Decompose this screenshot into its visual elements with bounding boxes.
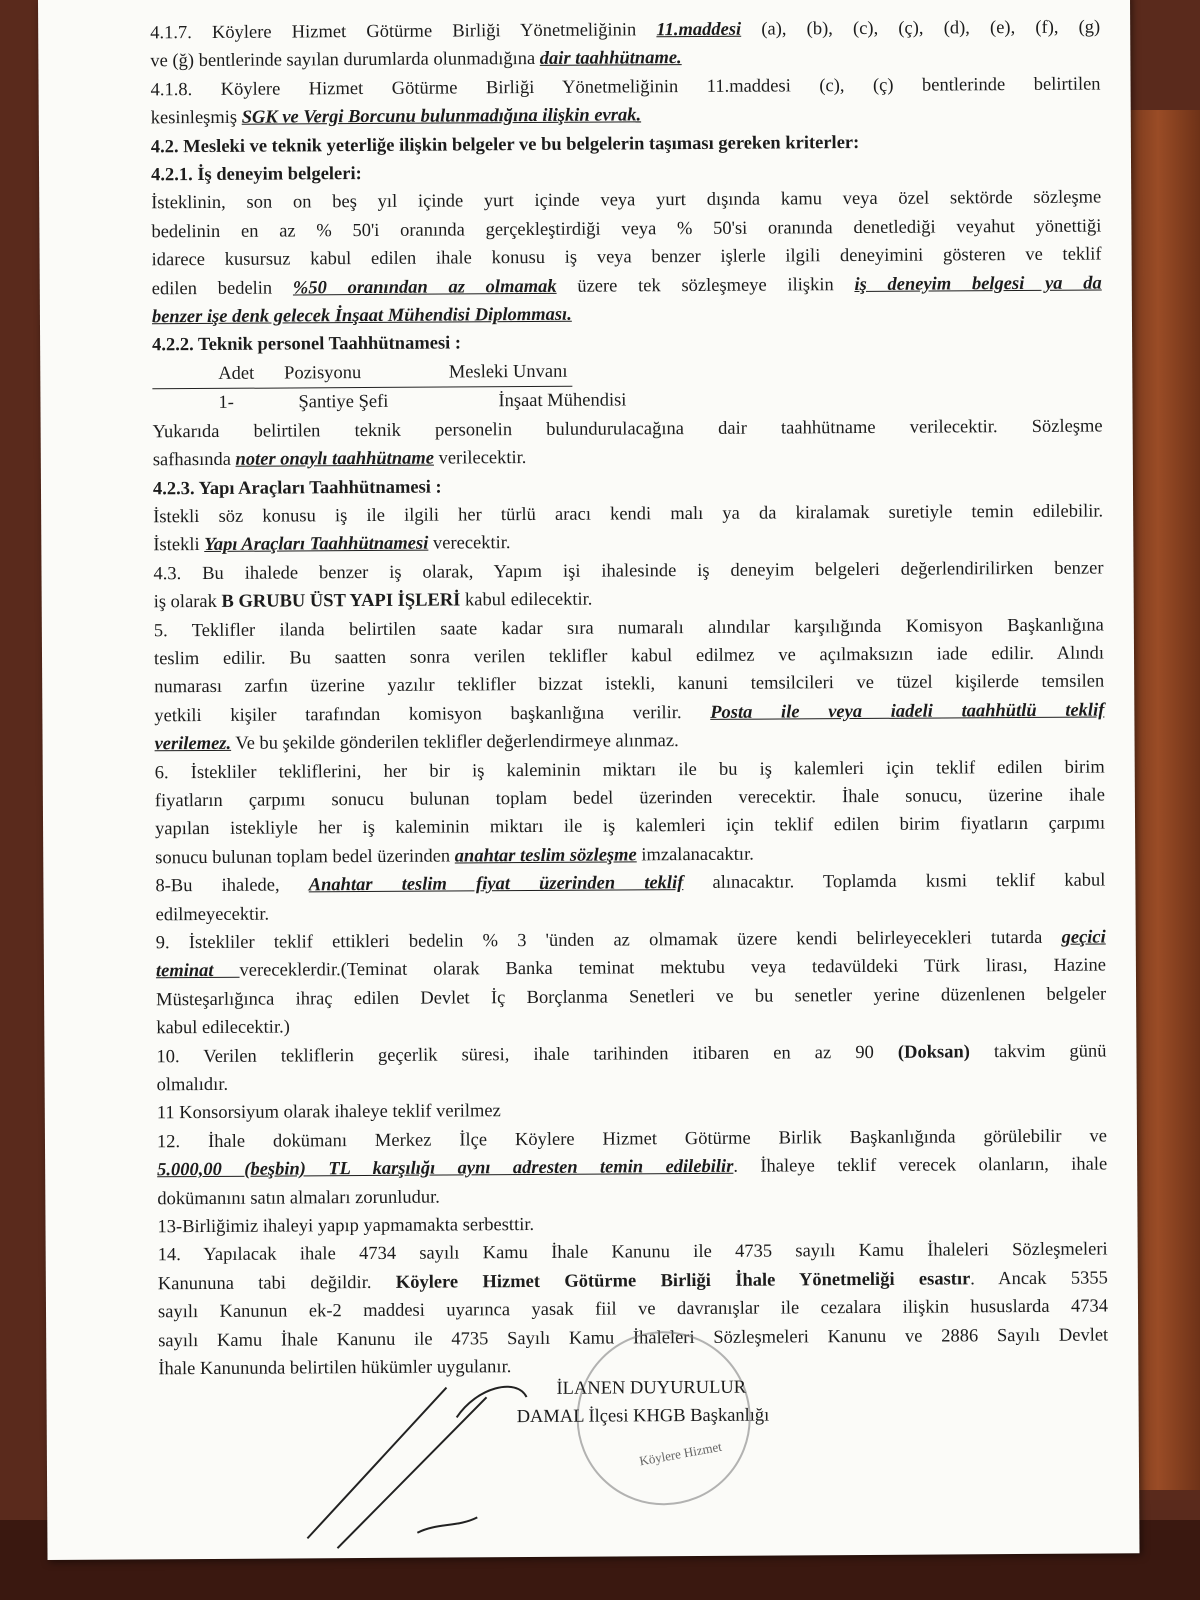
clause-4-1-7-line1: 4.1.7. Köylere Hizmet Götürme Birliği Yönetmeliğinin 11.maddesi (a), (b), (c), (ç), (d), (e), (f), (g): [150, 17, 1101, 44]
clause-9-line4: kabul edilecektir.): [156, 1017, 290, 1039]
para-4-2-1-line2: bedelinin en az % 50'i oranında gerçekleştirdiği veya % 50'si oranında denetlediği veyahut yönettiği: [151, 216, 1102, 243]
clause-5-line5: verilemez. Ve bu şekilde gönderilen teklifler değerlendirmeye alınmaz.: [154, 731, 679, 755]
clause-6-line3: yapılan istekliyle her iş kaleminin miktarı ile iş kalemleri için teklif edilen birim fiyatların çarpımı: [155, 813, 1106, 840]
clause-14-line3: sayılı Kanunun ek-2 maddesi uyarınca yasak fiil ve davranışlar ile cezalara ilişkin hususlarda 4734: [157, 1296, 1109, 1323]
clause-11: 11 Konsorsiyum olarak ihaleye teklif verilmez: [156, 1101, 501, 1124]
clause-14-line5: İhale Kanununda belirtilen hükümler uygulanır.: [158, 1357, 512, 1380]
clause-10-line2: olmalıdır.: [156, 1074, 229, 1096]
heading-4-2: 4.2. Mesleki ve teknik yeterliğe ilişkin belgeler ve bu belgelerin taşıması gereken kriterler:: [150, 132, 860, 157]
table-cell-adet: 1-: [218, 393, 234, 414]
clause-5-line4: yetkili kişiler tarafından komisyon başkanlığına verilir. Posta ile veya iadeli taahhütlü teklif: [154, 700, 1105, 727]
table-header-pozisyon: Pozisyonu: [284, 362, 362, 384]
para-4-2-1-line5: benzer işe denk gelecek İnşaat Mühendisi Diplomması.: [151, 304, 572, 328]
clause-6-line4: sonucu bulunan toplam bedel üzerinden anahtar teslim sözleşme imzalanacaktır.: [155, 844, 754, 869]
para-4-2-3-line1: İstekli söz konusu iş ile ilgili her türlü aracı kendi malı ya da kiralamak suretiyle temin edilebilir.: [153, 501, 1104, 528]
closing-signature-block: [516, 1374, 769, 1432]
para-4-2-2-line2: safhasında noter onaylı taahhütname verilecektir.: [152, 448, 527, 471]
clause-5-line3: numarası zarfın üzerine yazılır teklifler bizzat istekli, kanuni temsilcileri ve tüzel kişilerde temsilen: [154, 671, 1105, 698]
clause-4-1-8-line1: 4.1.8. Köylere Hizmet Götürme Birliği Yönetmeliğinin 11.maddesi (c), (ç) bentlerinde belirtilen: [150, 74, 1101, 101]
clause-4-1-7-line2: ve (ğ) bentlerinde sayılan durumlarda olunmadığına dair taahhütname.: [150, 48, 682, 72]
clause-14-line2: Kanununa tabi değildir. Köylere Hizmet Götürme Birliği İhale Yönetmeliği esastır. Ancak 5355: [157, 1268, 1108, 1295]
clause-9-line2: teminat vereceklerdir.(Teminat olarak Banka teminat mektubu veya tedavüldeki Türk lirası, Hazine: [155, 955, 1106, 982]
document-page: [38, 0, 1140, 1560]
clause-5-line2: teslim edilir. Bu saatten sonra verilen teklifler kabul edilmez ve açılmaksızın iade edilir. Alındı: [153, 643, 1105, 670]
clause-12-line3: dokümanını satın almaları zorunludur.: [157, 1187, 440, 1209]
table-cell-unvan: İnşaat Mühendisi: [498, 390, 627, 412]
clause-12-line2: 5.000,00 (beşbin) TL karşılığı aynı adresten temin edilebilir. İhaleye teklif verecek olanların, ihale: [157, 1154, 1108, 1181]
para-4-2-1-line1: İsteklinin, son on beş yıl içinde yurt içinde veya yurt dışında kamu veya özel sektörde sözleşme: [151, 187, 1102, 214]
stamp-text: Köylere Hizmet: [638, 1438, 723, 1469]
table-header-adet: Adet: [218, 363, 255, 384]
clause-12-line1: 12. İhale dokümanı Merkez İlçe Köylere Hizmet Götürme Birlik Başkanlığında görülebilir ve: [156, 1126, 1108, 1153]
table-header-unvan: Mesleki Unvanı: [448, 361, 568, 383]
clause-9-line3: Müsteşarlığınca ihraç edilen Devlet İç Borçlanma Senetleri ve bu senetler yerine düzenlenen belgeler: [156, 984, 1107, 1011]
clause-5-line1: 5. Teklifler ilanda belirtilen saate kadar sıra numaralı alındılar karşılığında Komisyon Başkanlığına: [153, 615, 1104, 641]
table-cell-pozisyon: Şantiye Şefi: [298, 392, 389, 413]
para-4-2-3-line2: İstekli Yapı Araçları Taahhütnamesi verecektir.: [153, 533, 511, 556]
clause-4-3-line1: 4.3. Bu ihalede benzer iş olarak, Yapım işi ihalesinde iş deneyim belgeleri değerlendirilirken benzer: [153, 558, 1104, 585]
heading-4-2-1: 4.2.1. İş deneyim belgeleri:: [151, 164, 362, 186]
para-4-2-1-line4: edilen bedelin %50 oranından az olmamak üzere tek sözleşmeye ilişkin iş deneyim belgesi ya da: [151, 273, 1102, 299]
closing-announcement: İLANEN DUYURULUR: [556, 1377, 747, 1399]
clause-13: 13-Birliğimiz ihaleyi yapıp yapmamakta serbesttir.: [157, 1215, 535, 1238]
clause-14-line1: 14. Yapılacak ihale 4734 sayılı Kamu İhale Kanunu ile 4735 sayılı Kamu İhaleleri Sözleşmeleri: [157, 1239, 1108, 1266]
clause-10-line1: 10. Verilen tekliflerin geçerlik süresi, ihale tarihinden itibaren en az 90 (Doksan) takvim günü: [156, 1041, 1107, 1067]
clause-9-line1: 9. İstekliler teklif ettikleri bedelin % 3 'ünden az olmamak üzere kendi belirleyecekleri tutarda geçici: [155, 927, 1106, 954]
clause-4-1-8-line2: kesinleşmiş SGK ve Vergi Borcunu bulunmadığına ilişkin evrak.: [150, 105, 642, 129]
para-4-2-2-line1: Yukarıda belirtilen teknik personelin bulundurulacağına dair taahhütname verilecektir. Sözleşme: [152, 416, 1103, 442]
clause-6-line1: 6. İstekliler tekliflerini, her bir iş kaleminin miktarı ile bu iş kalemleri için teklif edilen birim: [154, 757, 1105, 783]
para-4-2-1-line3: idarece kusursuz kabul edilen ihale konusu iş veya benzer işlerle ilgili deneyimini gösteren ve teklif: [151, 244, 1102, 271]
personnel-table-header: [152, 358, 572, 390]
heading-4-2-2: 4.2.2. Teknik personel Taahhütnamesi :: [152, 333, 462, 356]
heading-4-2-3: 4.2.3. Yapı Araçları Taahhütnamesi :: [152, 477, 442, 499]
document-body: [150, 14, 1108, 1384]
wooden-desk-edge: [1130, 110, 1200, 1490]
clause-8-line1: 8-Bu ihalede, Anahtar teslim fiyat üzerinden teklif alınacaktır. Toplamda kısmi teklif kabul: [155, 870, 1106, 897]
closing-authority: DAMAL İlçesi KHGB Başkanlığı: [516, 1405, 770, 1428]
clause-6-line2: fiyatların çarpımı sonucu bulunan toplam bedel üzerinden verecektir. İhale sonucu, üzerine ihale: [154, 785, 1105, 812]
clause-4-3-line2: iş olarak B GRUBU ÜST YAPI İŞLERİ kabul edilecektir.: [153, 589, 593, 613]
clause-8-line2: edilmeyecektir.: [155, 904, 270, 925]
clause-14-line4: sayılı Kamu İhale Kanunu ile 4735 Sayılı Kamu İhaleleri Sözleşmeleri Kanunu ve 2886 Sayılı Devlet: [158, 1325, 1109, 1351]
